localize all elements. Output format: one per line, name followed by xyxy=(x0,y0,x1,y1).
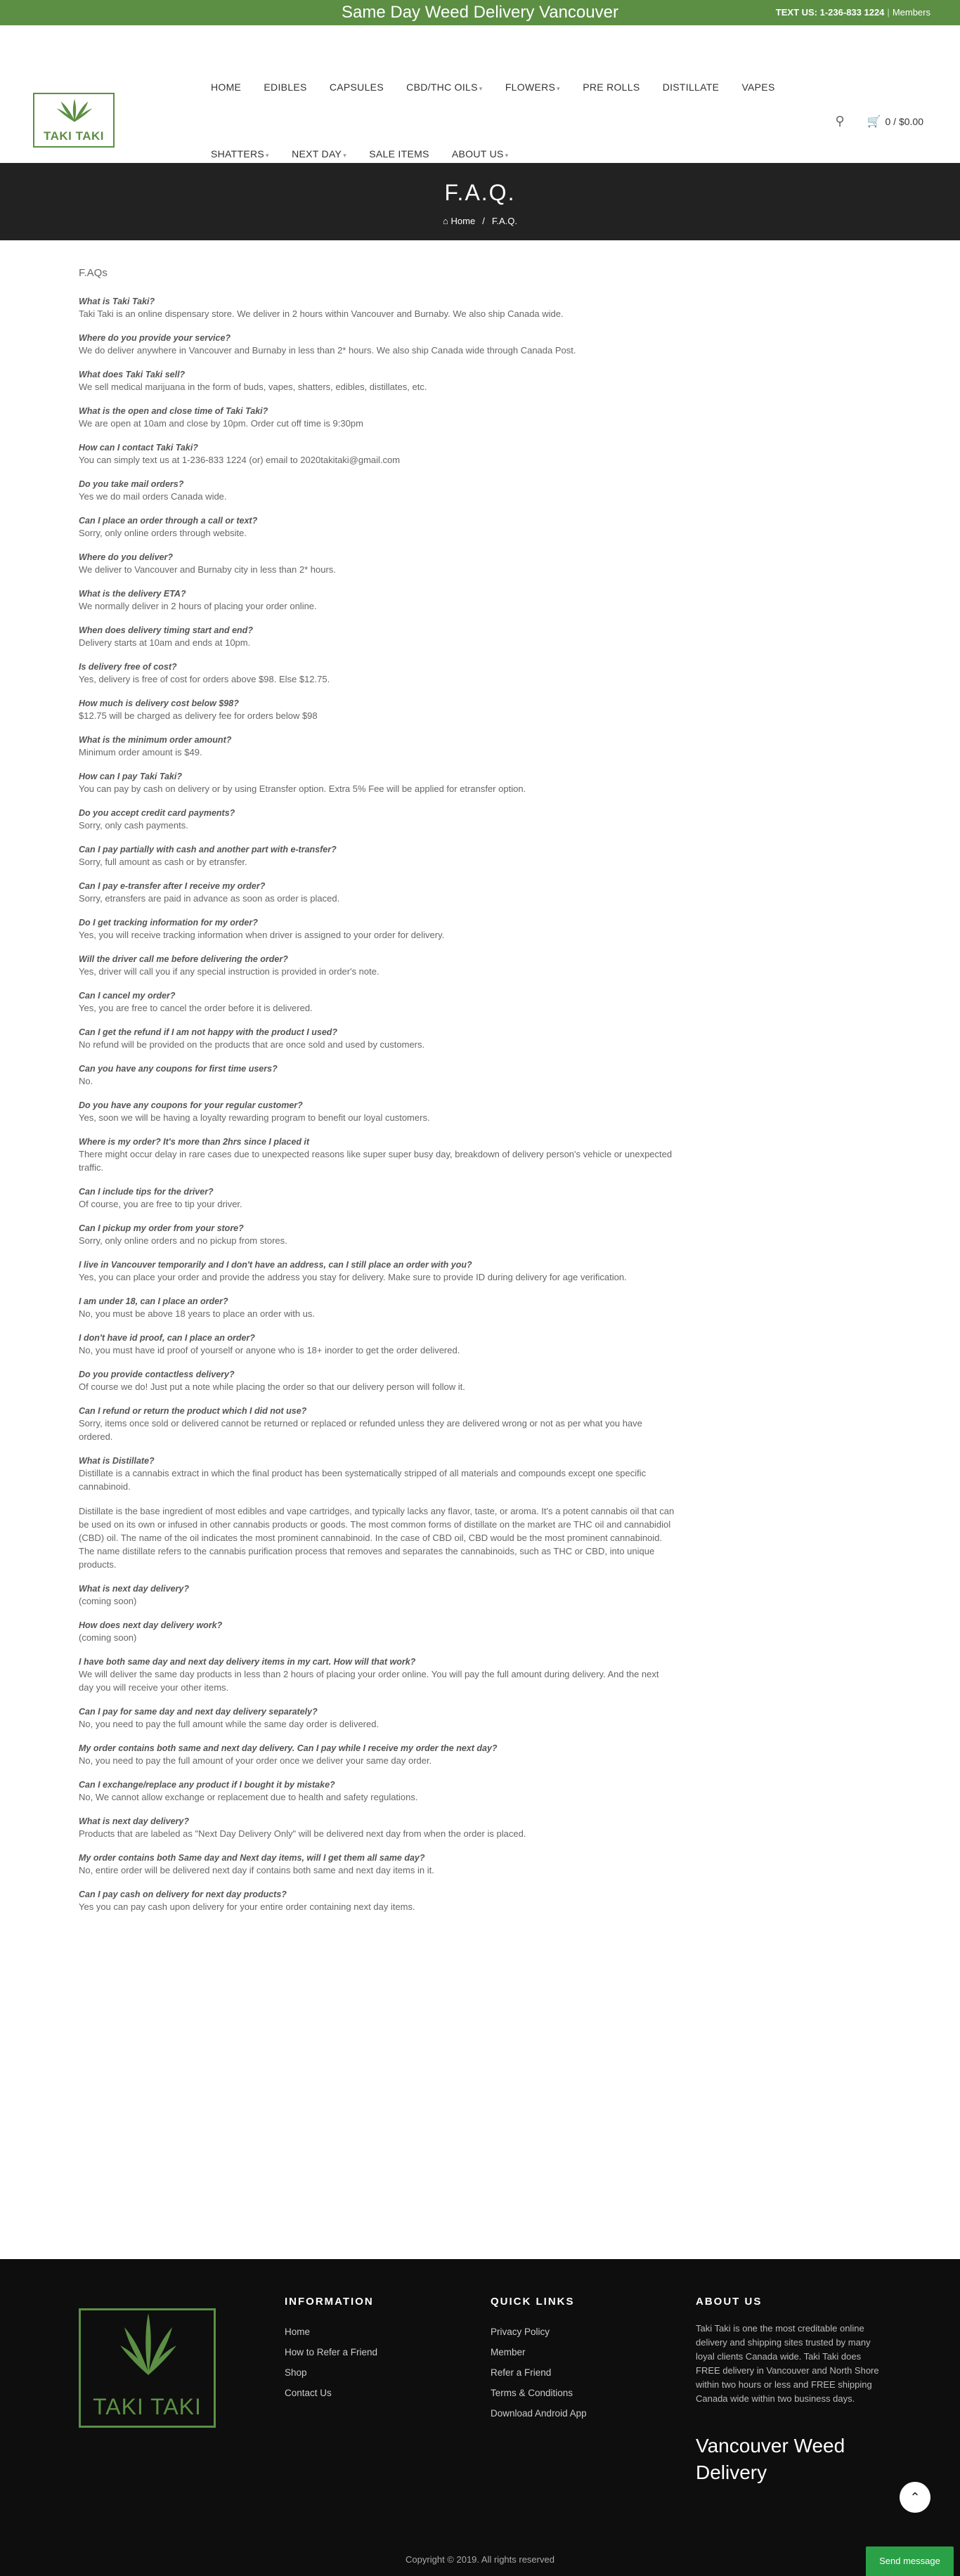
faq-item xyxy=(79,1816,676,1840)
nav-shatters[interactable] xyxy=(211,148,269,160)
faq-question: Can I pay for same day and next day delivery separately? xyxy=(79,1707,318,1717)
faq-item xyxy=(79,479,676,503)
faq-question: How does next day delivery work? xyxy=(79,1620,223,1630)
faq-question: Can I cancel my order? xyxy=(79,991,176,1001)
faq-answer: We are open at 10am and close by 10pm. Order cut off time is 9:30pm xyxy=(79,418,363,429)
nav-distillate[interactable]: DISTILLATE xyxy=(662,82,720,93)
faq-answer: Sorry, etransfers are paid in advance as soon as order is placed. xyxy=(79,893,340,904)
main-nav-row-1 xyxy=(211,82,795,93)
faq-question: How can I contact Taki Taki? xyxy=(79,443,198,453)
footer-quick-links xyxy=(491,2296,587,2424)
faq-answer: We normally deliver in 2 hours of placing your order online. xyxy=(79,601,317,611)
faq-answer: Yes we do mail orders Canada wide. xyxy=(79,491,227,502)
footer-logo-text: TAKI TAKI xyxy=(93,2394,202,2419)
faq-question: Can I pay e-transfer after I receive my order? xyxy=(79,881,266,891)
faq-question: Can I place an order through a call or text? xyxy=(79,516,258,526)
site-logo[interactable] xyxy=(33,93,115,148)
faq-question: I don't have id proof, can I place an order? xyxy=(79,1333,255,1343)
logo-text: TAKI TAKI xyxy=(43,129,105,143)
faq-item xyxy=(79,1332,676,1357)
faq-question: My order contains both same and next day delivery. Can I pay while I receive my order the next day? xyxy=(79,1743,498,1753)
faq-answer: Of course we do! Just put a note while placing the order so that our delivery person will follow it. xyxy=(79,1381,465,1392)
cart-total: $0.00 xyxy=(898,116,923,127)
nav-sale-items[interactable]: SALE ITEMS xyxy=(369,148,429,160)
faq-question: My order contains both Same day and Next day items, will I get them all same day? xyxy=(79,1853,425,1863)
nav-home[interactable]: HOME xyxy=(211,82,242,93)
nav-cbd-thc-oils[interactable] xyxy=(406,82,482,93)
footer-link-terms[interactable]: Terms & Conditions xyxy=(491,2388,573,2398)
site-header xyxy=(0,25,960,163)
top-bar xyxy=(0,0,960,25)
faq-item xyxy=(79,552,676,576)
nav-vapes[interactable]: VAPES xyxy=(741,82,775,93)
faq-answer: Yes, driver will call you if any special instruction is provided in order's note. xyxy=(79,966,380,977)
search-icon[interactable]: ⚲ xyxy=(835,114,845,128)
faq-question: Is delivery free of cost? xyxy=(79,662,177,672)
faq-answer: $12.75 will be charged as delivery fee for orders below $98 xyxy=(79,710,318,721)
footer-link-refer[interactable]: How to Refer a Friend xyxy=(285,2347,378,2357)
cannabis-leaf-icon xyxy=(54,97,95,125)
faq-content xyxy=(79,267,676,1925)
faq-item xyxy=(79,954,676,978)
faq-question: When does delivery timing start and end? xyxy=(79,625,253,635)
faq-item xyxy=(79,1136,676,1174)
faq-item xyxy=(79,1583,676,1608)
footer-link-android-app[interactable]: Download Android App xyxy=(491,2408,587,2419)
faq-question: Where do you provide your service? xyxy=(79,333,231,343)
nav-capsules[interactable]: CAPSULES xyxy=(329,82,384,93)
nav-shatters-label: SHATTERS xyxy=(211,148,265,160)
send-message-button[interactable]: Send message xyxy=(866,2546,954,2576)
faq-answer: We deliver to Vancouver and Burnaby city in less than 2* hours. xyxy=(79,564,336,575)
footer-information xyxy=(285,2296,377,2403)
page-banner xyxy=(0,163,960,240)
footer-link-privacy[interactable]: Privacy Policy xyxy=(491,2327,550,2337)
faq-answer: No refund will be provided on the products that are once sold and used by customers. xyxy=(79,1039,425,1050)
footer-link-member[interactable]: Member xyxy=(491,2347,526,2357)
faq-question: Will the driver call me before delivering the order? xyxy=(79,954,288,964)
nav-edibles[interactable]: EDIBLES xyxy=(264,82,307,93)
faq-question: Do you accept credit card payments? xyxy=(79,808,235,818)
faq-item xyxy=(79,1296,676,1320)
cannabis-leaf-icon xyxy=(120,2310,176,2381)
faq-item xyxy=(79,1369,676,1393)
nav-about-us-label: ABOUT US xyxy=(451,148,504,160)
faq-answer: We do deliver anywhere in Vancouver and Burnaby in less than 2* hours. We also ship Canada wide through Canada Post. xyxy=(79,345,576,356)
faq-question: Do I get tracking information for my order? xyxy=(79,918,258,928)
faq-answer: No, you must have id proof of yourself or anyone who is 18+ inorder to get the order delivered. xyxy=(79,1345,460,1355)
faq-answer: Yes, delivery is free of cost for orders above $98. Else $12.75. xyxy=(79,674,330,684)
footer-link-shop[interactable]: Shop xyxy=(285,2367,307,2378)
faq-question: What is the minimum order amount? xyxy=(79,735,232,745)
page-title: F.A.Q. xyxy=(444,180,516,205)
faq-question: How much is delivery cost below $98? xyxy=(79,698,239,708)
faq-item xyxy=(79,405,676,430)
faq-item xyxy=(79,1027,676,1051)
faq-answer-paragraph: Distillate is the base ingredient of most edibles and vape cartridges, and typically lacks any flavor, taste, or aroma. It's a potent cannabis oil that can be used on its own or infused in other cannabis products or goods. The most common forms of distillate on the market are THC oil and cannabidiol (CBD) oil. The name of the oil indicates the most prominent cannabinoid. In the case of CBD oil, CBD would be the most prominent cannabinoid. The name distillate refers to the cannabis purification process that removes and separates the cannabinoids, such as THC or CBD, into unique products. xyxy=(79,1506,675,1570)
faq-answer: Yes, soon we will be having a loyalty rewarding program to benefit our loyal customers. xyxy=(79,1112,430,1123)
faq-answer: Products that are labeled as "Next Day Delivery Only" will be delivered next day from when the order is placed. xyxy=(79,1828,526,1839)
nav-pre-rolls[interactable]: PRE ROLLS xyxy=(583,82,640,93)
nav-about-us[interactable] xyxy=(452,148,509,160)
faq-question: Where do you deliver? xyxy=(79,552,174,562)
faq-question: Can I pay partially with cash and another part with e-transfer? xyxy=(79,845,337,854)
nav-cbd-thc-oils-label: CBD/THC OILS xyxy=(406,82,478,93)
top-bar-right: TEXT US: 1-236-833 1224 | Members xyxy=(775,7,930,18)
faq-item xyxy=(79,625,676,649)
faq-answer: No, you must be above 18 years to place an order with us. xyxy=(79,1308,316,1319)
faq-question: How can I pay Taki Taki? xyxy=(79,772,183,781)
copyright: Copyright © 2019. All rights reserved xyxy=(406,2554,554,2565)
nav-next-day-label: NEXT DAY xyxy=(292,148,342,160)
faq-item xyxy=(79,1063,676,1088)
faq-question: What does Taki Taki sell? xyxy=(79,370,186,379)
faq-item xyxy=(79,332,676,357)
faq-answer: Delivery starts at 10am and ends at 10pm. xyxy=(79,637,251,648)
faq-item xyxy=(79,1852,676,1877)
footer-about xyxy=(696,2296,893,2486)
faq-answer: No. xyxy=(79,1076,93,1086)
faq-item xyxy=(79,515,676,540)
faq-question: Can I pay cash on delivery for next day products? xyxy=(79,1889,287,1899)
faq-answer: Distillate is a cannabis extract in which the final product has been systematically stripped of all materials and compounds except one specific cannabinoid. xyxy=(79,1468,647,1492)
footer-tagline: Vancouver Weed Delivery xyxy=(696,2435,845,2483)
faq-answer: Sorry, only online orders through website. xyxy=(79,528,247,538)
faq-answer: Minimum order amount is $49. xyxy=(79,747,202,757)
faq-item xyxy=(79,1223,676,1247)
faq-item xyxy=(79,844,676,869)
faq-answer: No, you need to pay the full amount while the same day order is delivered. xyxy=(79,1719,380,1729)
nav-next-day[interactable] xyxy=(292,148,346,160)
faq-answer: Yes, you are free to cancel the order before it is delivered. xyxy=(79,1003,313,1013)
members-link[interactable]: Members xyxy=(892,7,930,18)
main-nav-row-2 xyxy=(211,148,528,160)
chevron-up-icon: ⌃ xyxy=(909,2490,921,2504)
chevron-down-icon: ▾ xyxy=(343,152,347,159)
faq-question: I am under 18, can I place an order? xyxy=(79,1296,228,1306)
faq-answer: (coming soon) xyxy=(79,1632,137,1643)
faq-answer: We sell medical marijuana in the form of buds, vapes, shatters, edibles, distillates, etc. xyxy=(79,382,427,392)
faq-question: I have both same day and next day delivery items in my cart. How will that work? xyxy=(79,1657,416,1667)
faq-question: Can you have any coupons for first time users? xyxy=(79,1064,278,1074)
faq-item xyxy=(79,1779,676,1804)
faq-answer: You can pay by cash on delivery or by using Etransfer option. Extra 5% Fee will be applied for etransfer option. xyxy=(79,783,526,794)
faq-item xyxy=(79,369,676,393)
faq-item xyxy=(79,734,676,759)
faq-question: What is next day delivery? xyxy=(79,1584,189,1594)
faq-question: Do you have any coupons for your regular customer? xyxy=(79,1100,303,1110)
faq-item xyxy=(79,880,676,905)
top-bar-title: Same Day Weed Delivery Vancouver xyxy=(342,3,618,22)
text-us-phone[interactable]: TEXT US: 1-236-833 1224 xyxy=(775,7,885,18)
faq-answer: We will deliver the same day products in less than 2 hours of placing your order online. You will pay the full amount during delivery. And the next day you will receive your other items. xyxy=(79,1669,659,1693)
faq-heading: F.AQs xyxy=(79,267,108,279)
back-to-top-button[interactable] xyxy=(900,2482,930,2513)
chevron-down-icon: ▾ xyxy=(505,152,509,159)
footer-information-title: INFORMATION xyxy=(285,2296,374,2308)
faq-answer: Sorry, full amount as cash or by etransfer. xyxy=(79,857,247,867)
faq-item xyxy=(79,807,676,832)
faq-item xyxy=(79,1186,676,1211)
faq-question: What is Distillate? xyxy=(79,1456,155,1466)
faq-answer: You can simply text us at 1-236-833 1224 (or) email to 2020takitaki@gmail.com xyxy=(79,455,401,465)
faq-answer: Of course, you are free to tip your driver. xyxy=(79,1199,242,1209)
faq-item xyxy=(79,1259,676,1284)
footer-link-home[interactable]: Home xyxy=(285,2327,311,2337)
home-icon: ⌂ xyxy=(443,216,448,226)
faq-answer: Yes you can pay cash upon delivery for your entire order containing next day items. xyxy=(79,1901,415,1912)
faq-item xyxy=(79,442,676,467)
faq-item xyxy=(79,771,676,795)
nav-flowers[interactable] xyxy=(505,82,560,93)
faq-item xyxy=(79,1706,676,1731)
cart-icon: 🛒 xyxy=(867,116,881,128)
cart-link[interactable]: 🛒 0 / $0.00 xyxy=(867,116,923,128)
faq-question: What is the delivery ETA? xyxy=(79,589,186,599)
faq-item xyxy=(79,698,676,722)
header-tools xyxy=(835,114,923,129)
faq-item xyxy=(79,990,676,1015)
faq-question: I live in Vancouver temporarily and I don't have an address, can I still place an order with you? xyxy=(79,1260,472,1270)
faq-item xyxy=(79,588,676,613)
chevron-down-icon: ▾ xyxy=(266,152,269,159)
faq-item xyxy=(79,661,676,686)
footer-quick-links-title: QUICK LINKS xyxy=(491,2296,575,2308)
faq-question: Do you take mail orders? xyxy=(79,479,184,489)
chevron-down-icon: ▾ xyxy=(479,85,483,92)
faq-item xyxy=(79,1743,676,1767)
faq-question: Can I pickup my order from your store? xyxy=(79,1223,244,1233)
faq-question: What is the open and close time of Taki Taki? xyxy=(79,406,268,416)
faq-answer: No, entire order will be delivered next day if contains both same and next day items in it. xyxy=(79,1865,434,1875)
faq-item xyxy=(79,917,676,942)
faq-question: Can I exchange/replace any product if I bought it by mistake? xyxy=(79,1780,335,1790)
faq-answer: Sorry, only online orders and no pickup from stores. xyxy=(79,1235,287,1246)
faq-item xyxy=(79,1100,676,1124)
faq-answer: No, We cannot allow exchange or replacement due to health and safety regulations. xyxy=(79,1792,418,1802)
faq-item xyxy=(79,1889,676,1913)
footer-about-text: Taki Taki is one the most creditable online delivery and shipping sites trusted by many loyal clients Canada wide. Taki Taki does FREE delivery in Vancouver and North Shore within two hours or less and FREE shipping Canada wide within two business days. xyxy=(696,2323,879,2404)
breadcrumb-home[interactable]: Home xyxy=(450,216,476,226)
faq-question: What is Taki Taki? xyxy=(79,297,155,306)
chevron-down-icon: ▾ xyxy=(557,85,560,92)
faq-answer: Sorry, only cash payments. xyxy=(79,820,188,831)
faq-question: Can I include tips for the driver? xyxy=(79,1187,214,1197)
faq-answer: Sorry, items once sold or delivered cannot be returned or replaced or refunded unless they are delivered wrong or not as per what you have ordered. xyxy=(79,1418,642,1442)
faq-answer: (coming soon) xyxy=(79,1596,137,1606)
faq-item xyxy=(79,1656,676,1694)
footer-link-refer-friend[interactable]: Refer a Friend xyxy=(491,2367,552,2378)
faq-item xyxy=(79,1405,676,1443)
faq-question: Can I get the refund if I am not happy with the product I used? xyxy=(79,1027,338,1037)
faq-question: Do you provide contactless delivery? xyxy=(79,1370,235,1379)
breadcrumb: ⌂ Home / F.A.Q. xyxy=(443,216,517,226)
faq-item xyxy=(79,1455,676,1571)
faq-question: What is next day delivery? xyxy=(79,1816,189,1826)
faq-answer: No, you need to pay the full amount of your order once we deliver your same day order. xyxy=(79,1755,432,1766)
footer-about-title: ABOUT US xyxy=(696,2296,763,2308)
faq-question: Where is my order? It's more than 2hrs since I placed it xyxy=(79,1137,310,1147)
faq-answer: Yes, you can place your order and provide the address you stay for delivery. Make sure to provide ID during delivery for age verification. xyxy=(79,1272,627,1282)
site-footer xyxy=(0,2259,960,2576)
faq-answer: Taki Taki is an online dispensary store. We deliver in 2 hours within Vancouver and Burnaby. We also ship Canada wide. xyxy=(79,308,564,319)
nav-flowers-label: FLOWERS xyxy=(505,82,556,93)
faq-list xyxy=(79,296,676,1913)
faq-item xyxy=(79,1620,676,1644)
faq-answer: Yes, you will receive tracking information when driver is assigned to your order for delivery. xyxy=(79,930,445,940)
faq-item xyxy=(79,296,676,320)
faq-question: Can I refund or return the product which I did not use? xyxy=(79,1406,307,1416)
cart-count: 0 xyxy=(885,116,891,127)
faq-answer: There might occur delay in rare cases due to unexpected reasons like super super busy day, breakdown of delivery person's vehicle or unexpected traffic. xyxy=(79,1149,673,1173)
footer-logo[interactable] xyxy=(79,2308,216,2428)
breadcrumb-current: F.A.Q. xyxy=(491,216,517,226)
footer-link-contact[interactable]: Contact Us xyxy=(285,2388,332,2398)
